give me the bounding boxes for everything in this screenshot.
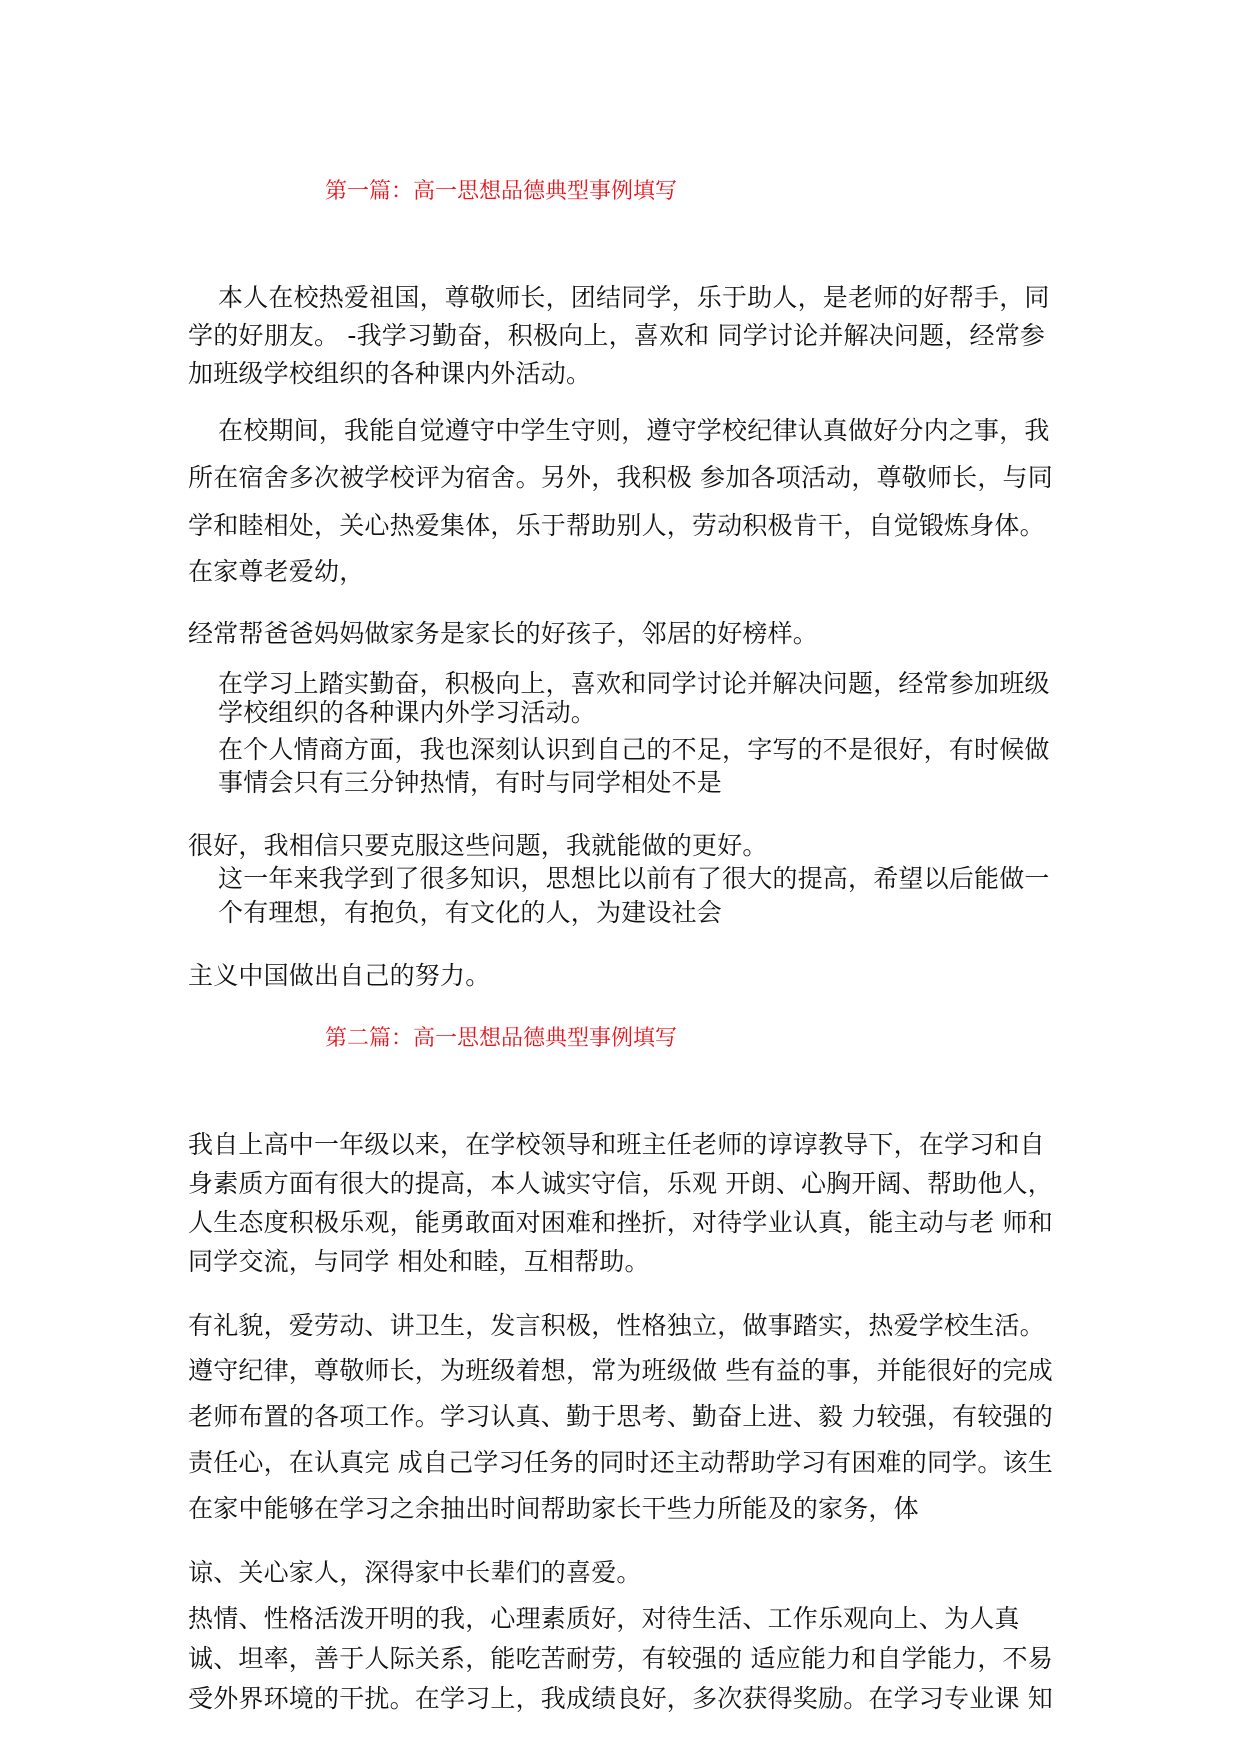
paragraph-line: 谅、关心家人，深得家中长辈们的喜爱。 [188, 1558, 642, 1587]
paragraph-line: 同学交流，与同学 相处和睦，互相帮助。 [188, 1247, 650, 1276]
paragraph-line: 在校期间，我能自觉遵守中学生守则，遵守学校纪律认真做好分内之事，我 [218, 416, 1050, 445]
paragraph-line: 所在宿舍多次被学校评为宿舍。另外，我积极 参加各项活动，尊敬师长，与同 [188, 463, 1053, 492]
paragraph-line: 身素质方面有很大的提高，本人诚实守信，乐观 开朗、心胸开阔、帮助他人， [188, 1169, 1053, 1198]
paragraph-line: 人生态度积极乐观，能勇敢面对困难和挫折，对待学业认真，能主动与老 师和 [188, 1208, 1053, 1237]
paragraph-line: 在个人情商方面，我也深刻认识到自己的不足，字写的不是很好，有时候做 [218, 735, 1050, 764]
paragraph-line: 学校组织的各种课内外学习活动。 [218, 698, 597, 727]
paragraph-line: 这一年来我学到了很多知识，思想比以前有了很大的提高，希望以后能做一 [218, 864, 1050, 893]
paragraph-line: 在家尊老爱幼， [188, 557, 365, 586]
paragraph-line: 经常帮爸爸妈妈做家务是家长的好孩子，邻居的好榜样。 [188, 619, 819, 648]
paragraph-line: 事情会只有三分钟热情，有时与同学相处不是 [218, 768, 723, 797]
paragraph-line: 受外界环境的干扰。在学习上，我成绩良好，多次获得奖励。在学习专业课 知 [188, 1684, 1053, 1713]
paragraph-line: 责任心，在认真完 成自己学习任务的同时还主动帮助学习有困难的同学。该生 [188, 1448, 1053, 1477]
paragraph-line: 很好，我相信只要克服这些问题，我就能做的更好。 [188, 831, 768, 860]
paragraph-line: 在家中能够在学习之余抽出时间帮助家长干些力所能及的家务，体 [188, 1494, 919, 1523]
paragraph-line: 热情、性格活泼开明的我，心理素质好，对待生活、工作乐观向上、为人真 [188, 1604, 1020, 1633]
paragraph-line: 我自上高中一年级以来，在学校领导和班主任老师的谆谆教导下，在学习和自 [188, 1130, 1045, 1159]
paragraph-line: 老师布置的各项工作。学习认真、勤于思考、勤奋上进、毅 力较强，有较强的 [188, 1402, 1053, 1431]
paragraph-line: 本人在校热爱祖国，尊敬师长，团结同学，乐于助人，是老师的好帮手，同 [218, 283, 1050, 312]
section-1-title: 第一篇：高一思想品德典型事例填写 [325, 179, 678, 204]
paragraph-line: 加班级学校组织的各种课内外活动。 [188, 359, 592, 388]
section-2-title: 第二篇：高一思想品德典型事例填写 [325, 1026, 678, 1051]
paragraph-line: 个有理想，有抱负，有文化的人，为建设社会 [218, 898, 723, 927]
paragraph-line: 遵守纪律，尊敬师长，为班级着想，常为班级做 些有益的事，并能很好的完成 [188, 1356, 1053, 1385]
paragraph-line: 学和睦相处，关心热爱集体，乐于帮助别人，劳动积极肯干，自觉锻炼身体。 [188, 511, 1045, 540]
paragraph-line: 在学习上踏实勤奋，积极向上，喜欢和同学讨论并解决问题，经常参加班级 [218, 669, 1050, 698]
paragraph-line: 主义中国做出自己的努力。 [188, 961, 491, 990]
paragraph-line: 学的好朋友。 -我学习勤奋，积极向上，喜欢和 同学讨论并解决问题，经常参 [188, 321, 1046, 350]
paragraph-line: 诚、坦率，善于人际关系，能吃苦耐劳，有较强的 适应能力和自学能力，不易 [188, 1644, 1053, 1673]
paragraph-line: 有礼貌，爱劳动、讲卫生，发言积极，性格独立，做事踏实，热爱学校生活。 [188, 1311, 1045, 1340]
